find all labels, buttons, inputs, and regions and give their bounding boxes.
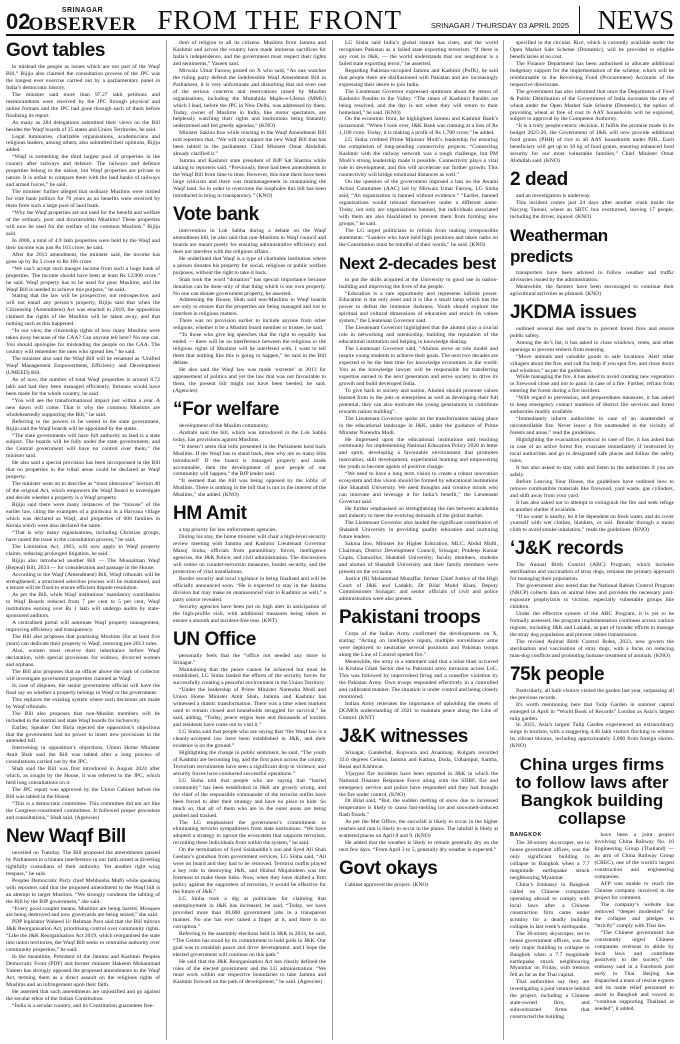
body-paragraph: “You will see the transformational impact just within a year. A new dawn will come. That is why the common Muslims are wholeheartedly supporting the Bill,” he said. xyxy=(6,397,160,418)
article xyxy=(6,40,160,822)
body-paragraph: Stating that the law will be prospective, not retrospective, and will not entail any person’s property, Rijiju said that when the Citizenship (Amendment) Act was enacted in 2019, the opposition claimed the rights of the Muslims will be taken away, and that nothing such as this happened. xyxy=(6,293,160,328)
body-paragraph: “We need to have a long term vision to create a robust innovation ecosystem and this vision should be formed by educational institutions like Shatabdi University. We need thoughts and creative minds who can innovate and leverage it for India’s benefit,” the Lieutenant Governor said. xyxy=(339,471,498,506)
headline-2-dead: 2 dead xyxy=(510,169,568,191)
body-paragraph: Shah said the Bill was first introduced in August 2024 after which, as sought by the House, it was referred to the JPC, which held long consultations on it. xyxy=(6,766,160,787)
body-paragraph: As many as 284 delegations submitted their views on the Bill besides the Waqf boards of 25 states and Union Territories, he said. xyxy=(6,119,160,133)
body-paragraph: As per the Bill, while Waqf institutions’ mandatory contribution to Waqf Boards reduced from 7 per cent to 5 per cent, Waqf institutions earning over Rs 1 lakh will undergo audits by state-sponsored auditors. xyxy=(6,592,160,620)
body-paragraph: to mislead the people as issues which are not part of the Waqf Bill,” Rijiju also claimed the consultation process of the JPC was the longest ever exercise carried out by a parliamentary panel in India’s democratic history. xyxy=(6,64,160,91)
body-paragraph: The Bill also proposes that non-Muslim members will be included in the central and state Waqf boards for inclusivity. xyxy=(6,710,160,724)
body-paragraph: Highlighting the change in public sentiment, he said, “The youth of Kashmir are becoming big, and the first pawn across the country. Terrorism recruitments have seen a significant drop in violence, and security forces have conducted successful operations.” xyxy=(173,749,326,777)
article xyxy=(173,40,326,200)
body-paragraph: LG Sinha told that people who are saying that “barred community” has been established in J&K are grossly wrong, and the chief of the responsible commander of the terrorist outfits have been forced to alter their strategy and have no place to hide. So much so, that all of them who are in the outer areas are being pushed and tracked. xyxy=(173,777,326,819)
headline-jkdma-issues: JKDMA issues xyxy=(510,301,637,323)
section-tag: NEWS xyxy=(579,6,674,34)
body-paragraph: Vijaypur fire incidents have been reported in J&K in which the National Disaster Response Force along with the SDRF, fire and emergency service and police have responded and they had brought the fire under control. (KNO) xyxy=(339,770,498,798)
body-paragraph: “We can’t accept such meagre income from such a huge bank of properties. The income should have been at least Rs 12,000 crore,” he said. Waqf property has to be used for poor Muslims, and the Waqf Bill is needed to achieve this purpose,” he said. xyxy=(6,265,160,293)
body-paragraph: Before Leaving Your House, the guidelines have outlined how to remove combustible materials like firewood, yard waste, gas cylinders, and shift away from your yard. xyxy=(510,478,674,499)
body-paragraph: The Limitation Act, 1963, will now apply to Waqf property claims, reducing prolonged litigation, he said. xyxy=(6,543,160,557)
body-paragraph: The Bill also proposes that practising Muslims (for at least five years) can dedicate their property to Waqf, restoring pre-2013 rules. xyxy=(6,634,160,648)
headline-govt-tables: Govt tables xyxy=(6,40,106,61)
body-paragraph: The government has also informed that once the Department of Food & Public Distribution of the Government of India increases the rate of wheat under the Open Market Sale Scheme (Domestic), the option of providing wheat at free of cost to AAY households will be explored, subject to approval by the Competent Authority. xyxy=(510,88,674,123)
body-paragraph: Intervening in opposition’s objections, Union Home Minister Amit Shah said the Bill was tabled after a long process of consultations carried out by the JPC. xyxy=(6,745,160,766)
body-paragraph: personally feels that the “office not needed any more in Srinagar.” xyxy=(173,652,326,666)
body-paragraph: dom of religion to all its citizens. Muslims from Jammu and Kashmir and across the country have made immense sacrifices for India’s independence, and the government must respect their rights and sentiments,” Yaseen said. xyxy=(173,40,326,67)
body-paragraph: Referring to the assembly elections held in J&K in 2024, he said, “The Centre has stood by its commitment to hold polls in J&K. Our goal was to establish peace and drive development, and I hope the elected government will continue on this path.” xyxy=(173,930,326,958)
body-paragraph: Indian Army reiterates the importance of upholding the tenets of DGMOs understanding of 2021 to maintain peace along the Line of Control. (KNT) xyxy=(339,700,498,721)
article xyxy=(510,538,674,659)
body-paragraph: The Lieutenant Governor spoke on the transformation taking place in the educational landscape in J&K, under the guidance of Prime Minister Narendra Modi. xyxy=(339,415,498,436)
body-paragraph: Dr Bilal said, “But, the sudden melting of snow due to increased temperature is likely to cause fast-melting ice and snowmelt-induced flash floods.” xyxy=(339,798,498,819)
body-paragraph: to put the skills acquired at the University to good use in nation-building and improving the lives of the people. xyxy=(339,276,498,290)
body-paragraph: To give back to society and nation, Alumni should promote values learned from in the jobs or enterprises as well as developing their full potential, they can also motivate the young generations to contribute towards nation building”. xyxy=(339,387,498,415)
headline-for-welfare: “For welfare xyxy=(173,398,280,420)
body-paragraph: “It is a truly people-centric decision. It fulfils the promise made in its budget 2025-26, the Government of J&K will now provide additional food grains (PHH) of rice to all AAY households under PHL. Each beneficiary will get up to 10 kg of food grains, ensuring enhanced food security for our most vulnerable families,” Chief Minister Omar Abdullah said. (KNO) xyxy=(510,123,674,165)
headline-un-office: UN Office xyxy=(173,628,256,650)
column-rule xyxy=(166,40,167,1040)
story-column-left xyxy=(510,832,590,1021)
body-paragraph: Shah took the word “donation” has special importance because donation can be done only of that thing which is our own property. No one can donate government property, he asserted. xyxy=(173,276,326,297)
headline-j-k-witnesses: J&K witnesses xyxy=(339,725,468,747)
body-paragraph: PDP legislator Waheed Ur Rehman Para said that the Bill mirrors J&K Reorganisation Act, prioritising control over community rights. “Like the J&K Reorganisation Act 2019, which reorganised the state into union territories, the Waqf Bill seeks to centralise authority over community properties,” he said. xyxy=(6,919,160,954)
body-paragraph: Cabinet approved the project. (KNO) xyxy=(345,882,429,889)
body-paragraph: The minister further alleged that ordinary Muslims were misled for vote bank politics for 70 years as no benefits were received by them from such a large pool of land bank. xyxy=(6,189,160,210)
body-paragraph: In 2025, Asia’s largest Tulip Garden experienced an extraordinary surge in tourism, with a staggering 4.46 lakh visitors flocking to witness its vibrant blooms, including approximately 2,000 from foreign shores. (KNO) xyxy=(510,722,674,750)
body-paragraph: There was no provision earlier to include anyone from other religions, whether it be a Muslim board member or trustee, he said. xyxy=(173,318,326,332)
body-paragraph: He added that the weather is likely to remain generally dry on the next few days. “From April 3 to 5, generally dry weather is expected.” xyxy=(339,840,498,854)
body-paragraph: Highlighting the evacuation protocol in case of fire, it has asked that in case of an active forest fire, evacuate immediately if instructed by local authorities and go to designated safe places and follow the safety rules. xyxy=(510,437,674,464)
body-paragraph: Addressing the House, Shah said non-Muslims in Waqf boards are only to ensure that the properties are being managed and not to interfere in religious matters. xyxy=(173,297,326,318)
body-paragraph: “It doesn’t seem that bills presented in the Parliament hold back Muslims. If the Waqf has to stand back, then why are so many bills introduced? If the board is managed properly and made accountable, then the development of poor people of our community will happen,” the BJP leader said. xyxy=(173,443,326,478)
column-2 xyxy=(173,40,326,1040)
column-rule xyxy=(503,40,504,1040)
column-1 xyxy=(6,40,160,1040)
body-paragraph: Srinagar, Ganderbal, Kupwara and Anantnag. Kulgam recorded 33.0 degrees Celsius, Jammu and Kathua, Doda, Udhampur, Samba, Reasi and Kishtwar. xyxy=(339,749,498,770)
body-paragraph: Peoples Democratic Party chief Mehbooba Mufti while speaking with reporters said that the proposed amendment to the Waqf bill is an attempt to target Muslims. “We strongly condemn the tabling of the Bill by the BJP government,” she said. xyxy=(6,877,160,905)
body-paragraph: The Lieutenant Governor also lauded the significant contribution of Shatabdi University in providing quality education and nurturing future leaders. xyxy=(339,519,498,540)
body-paragraph: The LG emphasised the government’s commitment to eliminating terrorist sympathisers from state institutions. “We have adopted a strategy to uproot the ecosystem that supports terrorism, recruiting these individuals from within the system,” he said. xyxy=(173,819,326,847)
headline-vote-bank: Vote bank xyxy=(173,203,259,225)
body-paragraph: Among the do’s list, it has asked to close windows, vents, and other openings to prevent embers from entering. xyxy=(510,339,674,353)
body-paragraph: Justice (R) Mohammad Muzaffar, former Chief Justice of the High Court of J&K and Ladakh; Dr Bilal Mohd Khan, Deputy Commissioner Srinagar; and senior officials of civil and police administration were also present. xyxy=(339,575,498,603)
headline-pakistani-troops: Pakistani troops xyxy=(339,607,481,629)
article xyxy=(339,253,498,604)
body-paragraph: The Lieutenant Governor expressed optimism about the return of Kashmiri Pandits to the Valley. “The times of Kashmiri Pandits are being resolved, and the day is not when they will return to their homeland,” he said. (KNO) xyxy=(339,88,498,116)
body-paragraph: AFP was unable to reach the Chinese company involved in the project for comment. xyxy=(594,880,674,901)
logo-city: SRINAGAR xyxy=(61,7,104,14)
body-paragraph: He asserted that such amendments are unjustified and go against the secular ethos of the Indian Constitution. xyxy=(6,988,160,1002)
body-paragraph: The company’s website has removed “deeper modesties” for the collapse and pledges to “strictly” comply with Thai law. xyxy=(594,901,674,929)
body-paragraph: transporters have been advised to follow weather and traffic advisories issued by the administration. xyxy=(510,269,674,283)
issue-dateline: SRINAGAR / THURSDAY 03 APRIL 2025 xyxy=(430,21,569,30)
body-paragraph: As of now, the number of total Waqf properties is around 8.72 lakh and had they been managed efficiently, fortunes would have been made for the whole country, he said. xyxy=(6,376,160,397)
body-paragraph: Rijiju said there were many instances of the “misuse” of the earlier law, citing the examples of a gurdwara in a Haryana village which was declared as Waqf, and properties of 600 families in Kerala which were also declared the same. xyxy=(6,502,160,529)
body-paragraph: outlined several dos and don’ts to prevent forest fires and ensure public safety. xyxy=(510,325,674,339)
story-column-right xyxy=(595,832,675,1021)
article xyxy=(173,204,326,395)
article xyxy=(6,826,160,1010)
body-paragraph: The 30-storey skyscraper, set to house government offices, was the only major building to collapse in Bangkok when a 7.7 magnitude earthquake struck neighbouring Myanmar on Friday, with tremors felt as far as the Thai capital. xyxy=(510,930,590,979)
body-paragraph: The Bill also proposes that an officer above the rank of collector will investigate government properties claimed as Waqf. xyxy=(6,668,160,682)
body-paragraph: LG Sinha credited Prime Minister Modi’s leadership for ensuring the completion of long-pending connectivity projects. “Connecting Kashmir with the railway network was a tough challenge, but PM Modi’s strong leadership made it possible. Connectivity plays a vital role in development, and this will accelerate our further growth. This connectivity will bridge emotional distances as well.” xyxy=(339,137,498,179)
body-paragraph: The government also noted that the National Rabies Control Program (NRCP) collects data on animal bites and provides the necessary post-exposure prophylaxis to victims, especially vulnerable groups like children. xyxy=(510,583,674,611)
article xyxy=(510,664,674,751)
body-paragraph: This replaces the existing system where such decisions are made by Waqf tribunals. xyxy=(6,696,160,710)
article xyxy=(510,225,674,298)
body-paragraph: The revised Animal Birth Control Rules, 2023, now govern the sterilisation and vaccination of stray dogs, with a focus on reducing man-dog conflicts and promoting humane treatment of animals. (KNO) xyxy=(510,638,674,659)
body-paragraph: “That is why many organisations, including Christian groups, have raised the issue in the consultation process,” he said. xyxy=(6,529,160,543)
body-paragraph: specified in the circular. Rice, which is currently available under the Open Market Sale Scheme (Domestic), will be provided to eligible beneficiaries at no cost. xyxy=(510,40,674,60)
body-paragraph: unveiled on Tuesday. The Bill proposed the amendments passed by Parliament in a blatant interference in our faith aimed at diverting rightfully custodians of their authority. Yet another right wing trespass,” he said. xyxy=(6,849,160,877)
column-rule xyxy=(332,40,333,1040)
body-paragraph: On the question of the government imposed a ban on the Awami Action Committee (AAC) led by Mirwaiz Umar Farooq, LG Sinha said, “An organisation is banned without evidence.” “Earlier, banned organisations would rebrand themselves under a different name. Today, not only are organisations banned, but individuals associated with them are also blacklisted to prevent them from forming new groups,” he said. xyxy=(339,179,498,227)
body-paragraph: “The state governments will have full authority as land is a state subject. The boards will be fully under the state governments, and the Central government will have no control over them,” the minister said. xyxy=(6,432,160,460)
body-paragraph: “It seemed that the bill was being opposed by the lobby of Muslims. There is nothing in the bill that is not in the interest of the Muslims,” she added. (KNO) xyxy=(173,478,326,499)
article xyxy=(339,40,498,249)
article xyxy=(173,503,326,624)
body-paragraph: Meanwhile, the army in a statement said that a mine blast occurred in Krishna Ghati Sector due to Pakistani army intrusion across LoC. This was followed by unprovoked firing and a ceasefire violation by the Pakistan Army. Own troops responded effectively in a controlled and calibrated manner. The situation is under control and being closely monitored. xyxy=(339,659,498,700)
body-paragraph: China’s Embassy in Bangkok called on Chinese companies operating abroad to comply with local laws after a Chinese construction firm came under scrutiny for a deadly building collapse in last week’s earthquake. xyxy=(510,882,590,930)
column-4 xyxy=(510,40,674,1040)
body-paragraph: It has also asked not to attempt to extinguish the fire and seek refuge in another shelter if available. xyxy=(510,499,674,513)
body-paragraph: “In our view, the citizenship rights of how many Muslims were taken away because of the CAA? Can anyone tell here? No one can. You should apologise for misleading the people on the CAA. The country will remember the ones who spread lies,” he said. xyxy=(6,328,160,356)
body-paragraph: Border security and local vigilance in being finalised and will be officially announced soon. “He is expected to stay in the Jammu division but may make an unannounced visit to Kashmir as well,” a party source revealed. xyxy=(173,575,326,603)
body-paragraph: The 30-storey skyscraper, set to house government offices, was the only significant building to collapse in Bangkok when a 7.7 magnitude earthquake struck neighbouring Myanmar. xyxy=(510,840,590,882)
body-paragraph: This incident comes just 24 days after another crash inside the Navyug Tunnel, where an SRTC bus overturned, leaving 17 people, including the driver, injured. (KNO) xyxy=(510,200,674,221)
body-paragraph: After the 2013 amendment, the minister said, the income has gone up by Rs 3 crore to Rs 166 crore. xyxy=(6,251,160,265)
body-paragraph: “Immediately inform authorities in case of an unattended or uncontrollable fire. Never leave a fire unattended in the vicinity of forests and areas,” read the guidelines. xyxy=(510,416,674,437)
article xyxy=(510,302,674,535)
headline-china-urges-firms: China urges firms to follow laws after Bangkok building collapse xyxy=(515,755,669,829)
body-paragraph: have been a joint project involving China Railway No. 10 Engineering Group (Thailand) — an arm of China Railway Group (CREC), one of the world’s largest construction and engineering companies. xyxy=(594,832,674,881)
body-paragraph: In 2006, a total of 4.9 lakh properties were held by the Waqf and their income was just Rs 163 crore, he said. xyxy=(6,237,160,251)
headline-hm-amit: HM Amit xyxy=(173,503,247,525)
body-paragraph: intervention in Lok Sabha during a debate on the Waqf amendment bill, he also said that non-Muslims in Waqf council and boards are meant purely for ensuring administrative efficiency and does not interfere with the religious affairs. xyxy=(173,227,326,255)
column-3 xyxy=(339,40,498,1040)
headline-govt-okays: Govt okays xyxy=(339,858,438,880)
body-paragraph: “Under the leadership of Prime Minister Narendra Modi and Union Home Minister Amit Shah, Jammu and Kashmir has witnessed a drastic transformation. There was a time when markets used to remain closed and households struggled for survival,” he said, adding, “Today, peace reigns here and thousands of tourists and residents have come out to visit it.” xyxy=(173,687,326,729)
body-paragraph: On the economic front, he highlighted Jammu and Kashmir Bank’s turnaround. “When I took over, J&K Bank was running at a loss of Rs 1,100 crore. Today, it is making a profit of Rs 1,700 crore,” he added. xyxy=(339,116,498,137)
headline-j-k-records: ‘J&K records xyxy=(510,538,624,560)
body-paragraph: The LG urged politicians to refrain from making irresponsible statements. “Leaders who have held high positions and taken oaths on the Constitution must be mindful of their words,” he said. (KNO) xyxy=(339,227,498,248)
body-paragraph: It's worth mentioning here that Tulip Garden in summer capital emerged in April in “World Book of Records” London as Asia’s largest tulip garden. xyxy=(510,701,674,722)
body-paragraph: Thai authorities say they are investigating a joint venture behind the project, including a Chinese state-owned firm, and subcontracted firms that constructed the building. xyxy=(510,979,590,1021)
article xyxy=(173,629,326,987)
body-paragraph: According to the Waqf (Amendment) Bill, Waqf tribunals will be strengthened, a structured selection process will be maintained, and a tenure will be fixed to ensure efficient dispute resolution. xyxy=(6,571,160,592)
body-paragraph: “With regard to prevention, and preparedness measures, it has asked to keep emergency contact numbers of district fire services and forest authorities readily available. xyxy=(510,395,674,416)
body-paragraph: In the meantime, President of the Jammu and Kashmir Peoples Democratic Front (PDF) and former minister Hakeem Mohammad Yaseen has strongly opposed the proposed amendments to the Waqf Act, terming them as a direct assault on the religious rights of Muslims and an infringement upon their faith. xyxy=(6,954,160,988)
body-paragraph: He also said the Waqf law was made ‘extreme’ in 2013 for appeasement of politics and yet the law that was not favourable to them, the present bill might not have been needed, he said. (Agencies) xyxy=(173,366,326,394)
body-paragraph: Legal luminaries, charitable organisations, academicians and religious leaders, among others, also submitted their opinions, Rijiju added. xyxy=(6,133,160,154)
body-paragraph: LG Sinha said that people who are saying that “the Waqf law is a cleanly-accepted law have been established in J&K, and their evidence is on the ground.” xyxy=(173,729,326,750)
body-paragraph: a top priority for law enforcement agencies. xyxy=(179,527,278,534)
body-paragraph: “Every good couplet means, Muslims are being barred, Mosques are being destroyed and now graveyards are being seized,” she said. xyxy=(6,905,160,919)
body-paragraph: He further emphasised on strengthening the ties between academia and industry to meet the evolving demands of the global market. xyxy=(339,506,498,519)
body-paragraph: Regarding Pakistan-occupied Jammu and Kashmir (PoJK), he said that people there are disillusioned with Pakistan and are increasingly expressing their desire to join India. xyxy=(339,67,498,88)
headline-weatherman-predicts: Weatherman predicts xyxy=(510,225,608,266)
body-paragraph: Corps of the Indian Army confirmed the developments on X, stating: “Acting on intelligence inputs, multiple surveillance arms were deployed to neutralise several positions and Pakistan troops along the Line of Control opened fire.” xyxy=(339,631,498,659)
body-paragraph: LG Sinha said India’s global stature has risen, and the world recognises Pakistan as a failed state exporting terrorism. “If there is any cost in J&K, — the world understands that our neighbour is a failed state exporting terror,” he asserted. xyxy=(339,40,498,67)
body-paragraph: Sakina Itoo, Minister for Higher Education, MLC; Abdul Mufti, Chairman, District Development Council, Srinagar; Pradeep Kumar Gupta, Chancellor, Shatabdi University; faculty members, students and alumni of Shatabdi University and their family members were present on the occasion. xyxy=(339,540,498,575)
body-paragraph: He also said a special provision has been incorporated in the Bill that no properties in the tribal areas could be declared as Waqf property. xyxy=(6,460,160,481)
headline-75k-people: 75k people xyxy=(510,663,605,685)
body-paragraph: He impressed upon the educational institutions and teaching community for implementing National Education Policy 2020 in letter and spirit, developing a favourable environment that promotes innovation, skill development, experiential learning and empowering the youth to become agents of positive change. xyxy=(339,436,498,471)
body-paragraph: Jammu and Kashmir state president of BJP Sat Sharma while talking to reporters said, “Previously, there had been amendments in the Waqf Bill from time to time. However, this time there have been large criticism and there was mismanagement in maintaining the Waqf land. So in order to overcome the loopholes this bill has been introduced to bring in transparency.” (KNO) xyxy=(173,158,326,199)
article xyxy=(173,399,326,499)
body-paragraph: The minister also said the Waqf Bill will be renamed as ‘Unified Waqf Management Empowerment, Efficiency and Development (UMEED) Bill. xyxy=(6,356,160,376)
body-paragraph: “India is a secular country, and its Constitution guarantees free- xyxy=(12,1002,155,1009)
body-paragraph: As per the Met Office, the snowfall is likely to occur in the higher reaches and rain is likely to occur in the plains. The rainfall is likely at scattered places on April 8 and 9. (KNO) xyxy=(339,819,498,840)
body-paragraph: Rijiju also introduced another Bill — The Mussalman Waqf (Repeal) Bill, 2024 — for consideration and passage in the House. xyxy=(6,557,160,571)
article xyxy=(339,858,498,889)
body-paragraph: The Annual Birth Control (ABC) Program, which includes sterilisation and vaccination of stray dogs, remains the primary approach for managing their population. xyxy=(510,562,674,583)
article xyxy=(510,40,674,165)
body-paragraph: The Lieutenant Governor highlighted that the alumni play a crucial role in networking and mentorship, building the reputation of the educational institution and helping in knowledge sharing. xyxy=(339,325,498,346)
body-paragraph: Mirwaiz Umar Farooq posted on X who said, “As one watches the ruling party defend the indefensible Waqf Amendment Bill in Parliament, it is very unfortunate and disturbing that not even one of the serious concerns and reservations raised by Muslim organisations, including the Muttahida Majlis-e-Ulema (MMU) which I lead, before the JPC in New Delhi, was addressed by them. Today, owner of Muslims in India, like motor spectators, are helplessly watching their rights and institutions being blatantly undermined and fed greedy agendas,” (KNO) xyxy=(173,67,326,130)
body-paragraph: “Move animals and valuable goods to safe locations. Alert other villagers about the fire, and call for help if you spot fire, and close doors and windows,” as per the guidelines. xyxy=(510,353,674,374)
body-paragraph: While managing the fire, it has asked to avoid creating new vegetation or firewood close and not to panic in case of a fire. Further, refrain from entering the forest during a fire incident. xyxy=(510,374,674,395)
body-paragraph: In case of disputes, the senior government official will have the final say on whether a property belongs to Waqf or the government. xyxy=(6,682,160,696)
section-title: FROM THE FRONT xyxy=(157,5,402,35)
article xyxy=(339,726,498,854)
body-paragraph: “Education is a rare opportunity and represents infinite power. Education is the only asset and it is like a small lamp which has the power to defeat the immense darkness. Youth should explore the spiritual and cultural dimensions of education and enrich its values system,” the Lieutenant Governor said. xyxy=(339,290,498,325)
body-paragraph: The minister went on to describe as “most obnoxious” Section 40 of the original Act, which empowers the Waqf Board to investigate and decide whether a property is a Waqf property. xyxy=(6,481,160,502)
headline-next-2-decades-best: Next 2-decades best xyxy=(339,253,496,273)
body-paragraph: and an investigation is underway. xyxy=(516,193,591,200)
newspaper-logo xyxy=(28,6,137,35)
story-dateline: BANGKOK xyxy=(510,832,542,839)
body-paragraph: Maintaining that the peace cannot be achieved but must be established, LG Sinha lauded the efforts of the security forces for successfully creating a peaceful environment in the Union Territory. xyxy=(173,666,326,687)
body-paragraph: On the termination of Syed Salahuddin’s son and Syed Ali Shah Geelani’s grandson from government services, LG Sinha said, “All were on board and they had to be removed. Terrorist outfits played a key role in destroying J&K, and Hizbul Mujahideen was the foremost to make these links. Now, when they have drafted a firm policy against the supporters of terrorists, it would be effective for the future of J&K.” xyxy=(173,847,326,896)
body-paragraph: It has also asked to stay calm and listen to the authorities if you are safely. xyxy=(510,464,674,478)
body-paragraph: “The Chinese government has consistently urged Chinese companies overseas to abide by local laws and contribute positively to the society,” the embassy said in a Facebook post early in Thai. Beijing has dispatched a team of rescue experts and its name relief personnel to assist in Bangkok and vowed to “continue supporting Thailand as needed”, it added. xyxy=(594,929,674,1013)
body-paragraph: Security agencies have been put on high alert in anticipation of the high-profile visit, with additional measures being taken to ensure a smooth and incident-free tour. (KNT) xyxy=(173,603,326,624)
body-paragraph: During his stay, the home minister will chair a high-level security review meeting with Jammu and Kashmir Lieutenant Governor Manoj Sinha, officials from paramilitary forces, intelligence agencies, the J&K Police, and civil administration. The discussions will center on counter-terrorism measures, border security, and the protection of vital installations. xyxy=(173,534,326,575)
body-paragraph: The JPC report was approved by the Union Cabinet before the Bill was tabled in the House. xyxy=(6,787,160,801)
body-paragraph: The minister said more than 97.27 lakh petitions and memorandums were received by the JPC through physical and online formats and the JPC had gone through each of them before finalising its report. xyxy=(6,91,160,119)
body-paragraph: LG Sinha took a dig at politicians for claiming that unemployment in J&K has increased, he said, “Today, we have provided more than 40,000 government jobs in a transparent manner. No one has ever raised a finger at it, and there is no corruption.” xyxy=(173,895,326,930)
body-paragraph: Earlier, Speaker Om Birla rejected the opposition’s objections that the government had no power to insert new provisions in the amended bill. xyxy=(6,724,160,745)
article xyxy=(510,169,674,221)
body-paragraph: He underlined that Waqf is a type of charitable institution where a person donates his property for social, religious or public welfare purposes, without the right to take it back. xyxy=(173,255,326,276)
body-paragraph: He said that the J&K Reorganisation Act has clearly defined the roles of the elected government and the LG administration. “We must work within our respective boundaries to take Jammu and Kashmir forward on the path of development,” he said. (Agencies) xyxy=(173,958,326,986)
body-paragraph: development of the Muslim community. xyxy=(179,422,269,429)
body-paragraph: Particularly, all bulb visitors visited the garden last year, surpassing all the previous records. xyxy=(510,687,674,701)
body-paragraph: “This is a democratic committee. This committee did not act like the Congress-constituted committees. It followed proper procedure and consultations,” Shah said. (Agencies) xyxy=(6,801,160,821)
body-paragraph: Also, women must receive their inheritance before Waqf declaration, with special provisions for widows, divorced women and orphans. xyxy=(6,648,160,668)
body-paragraph: Meanwhile, the farmers have been encouraged to continue their agricultural activities as planned. (KNO) xyxy=(510,283,674,297)
body-paragraph: Under the effective system of the ABC Program, it is yet to be formally assessed, the program implementation continues across various regions, including J&K and Ladakh, as part of broader efforts to manage the stray dog population and prevent rabies transmission. xyxy=(510,611,674,638)
body-paragraph: Referring to the powers to be vested in the state government, Rijiju said the Waqf boards will be appointed by the states. xyxy=(6,418,160,432)
body-paragraph: The Finance Department has been authorised to allocate additional budgetary support for the implementation of the scheme, which will be reimbursable to the Revolving Fund (Procurement) Accounts of the respective directorate. xyxy=(510,60,674,88)
boxed-story xyxy=(510,756,674,1021)
article xyxy=(339,607,498,721)
body-paragraph: “Waqf is something the third largest pool of properties in the country after railways and defence. The railways and defence properties belong to the nation, but Waqf properties are private in nature. It is unfair to compare them with the land banks of railways and armed forces,” he said. xyxy=(6,154,160,189)
body-paragraph: “Why the Waqf properties are not used for the benefit and welfare of the ordinary, poor and downtrodden Muslims? These properties will now be used for the welfare of the common Muslims,” Rijiju said. xyxy=(6,210,160,237)
body-paragraph: Minister Sakina Itoo while reacting to the Waqf Amendment Bill told reporters that, “We will not support the new Waqf Bill that has been tabled in the parliament. Chief Minister Omar Abdullah already clarified it.” xyxy=(173,130,326,158)
masthead xyxy=(6,4,674,36)
body-paragraph: “To those who give big speeches that the right to equality has ended — there will be no interference between the religious or the religious rights of Muslims will be interfered with, I want to tell them that nothing like this is going to happen,” he said in the Bill debate. xyxy=(173,332,326,367)
body-paragraph: The Lieutenant Governor said, “Alumni serve as role model and inspire young students to achieve their goals. The next two decades are expected to be the best time for knowledge economies in the world. You as the knowledge lawyer will be responsible for transferring expertise earned to the next generation and serve society to drive its growth and build developed India. xyxy=(339,346,498,387)
page-number: 02 xyxy=(6,9,31,34)
logo-name: OBSERVER xyxy=(28,14,137,35)
headline-new-waqf-bill: New Waqf Bill xyxy=(6,825,126,847)
body-paragraph: Andrabi said the bill, which was introduced in the Lok Sabha today, has provisions against Muslims. xyxy=(173,429,326,443)
body-paragraph: “If no water is nearby, let it be dependent on fresh water, and do cover yourself with wet clothes, blankets, or soil. Breathe through a moist cloth to avoid smoke inhalation,” reads the guidelines. (KNO) xyxy=(510,513,674,534)
body-paragraph: A centralised portal will automate Waqf property management, improving efficiency and transparency. xyxy=(6,620,160,634)
